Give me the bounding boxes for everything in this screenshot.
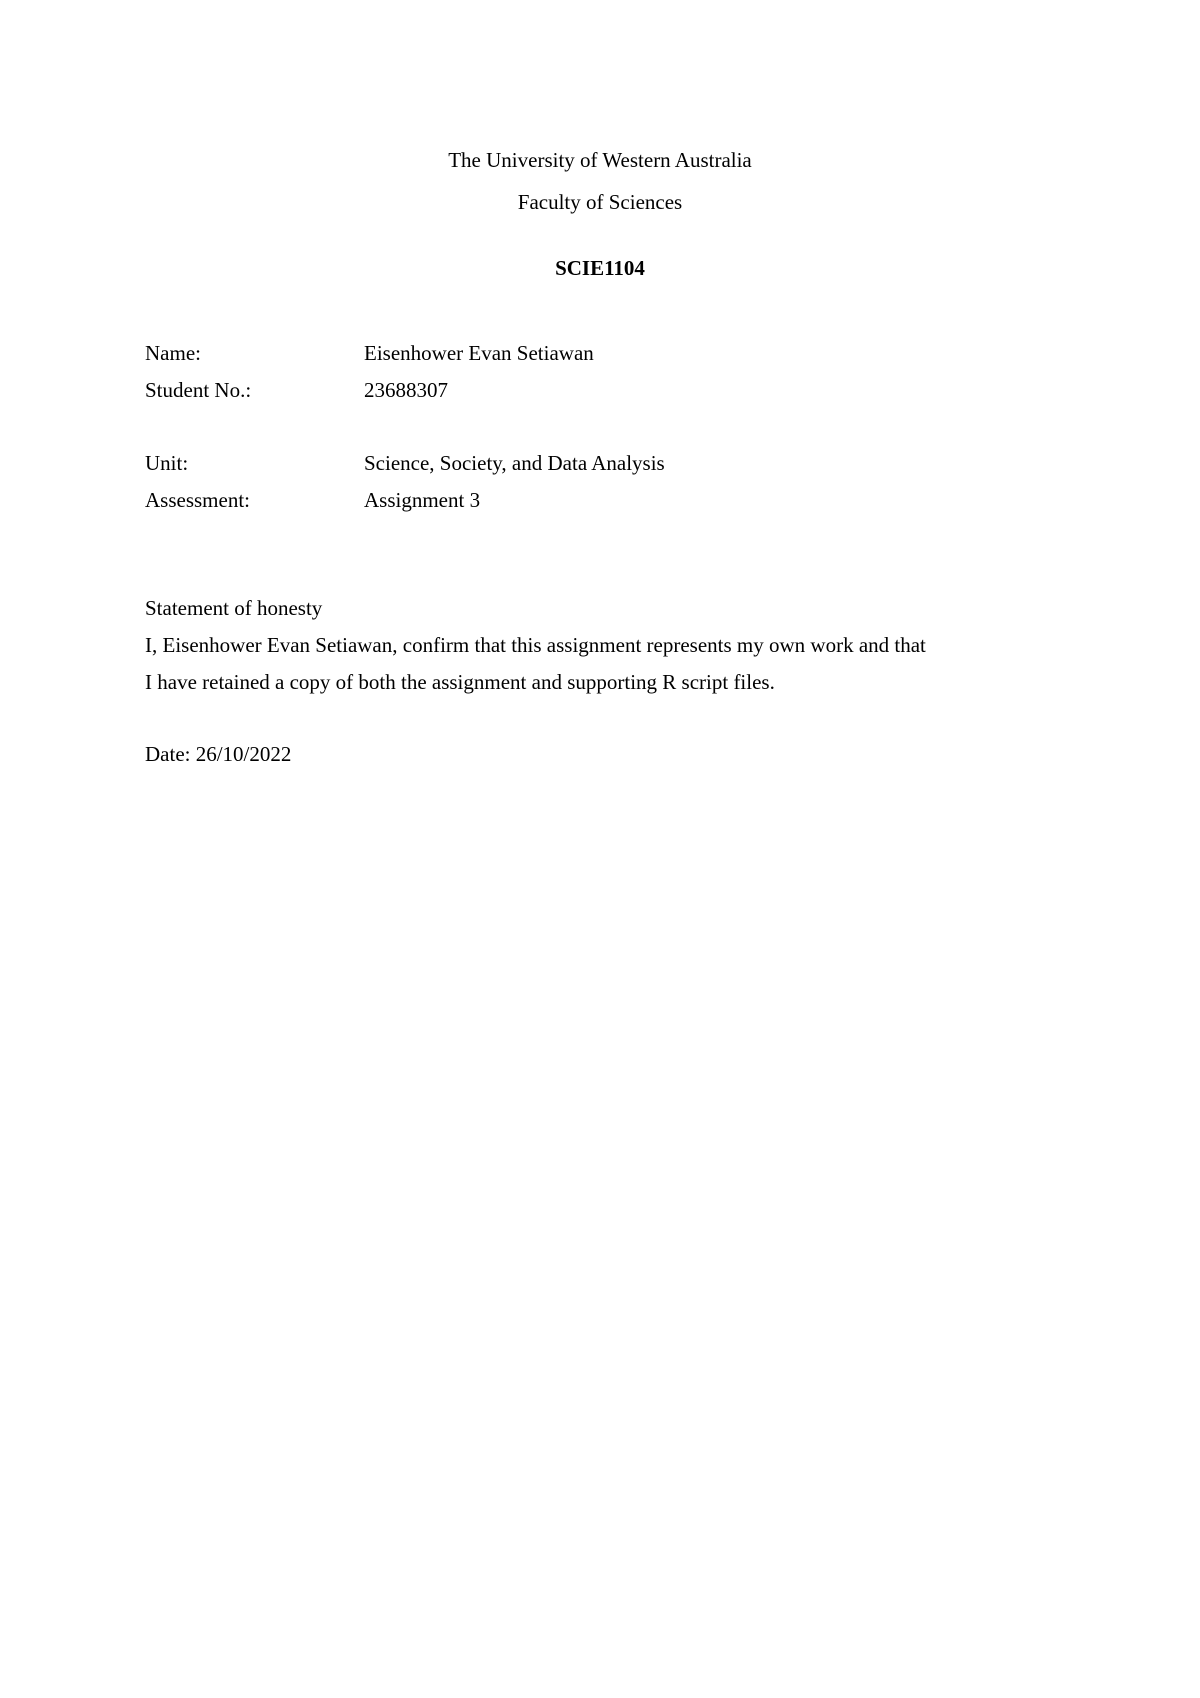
assessment-label: Assessment: (145, 488, 250, 512)
statement-heading: Statement of honesty (145, 596, 323, 620)
unit-value: Science, Society, and Data Analysis (364, 451, 665, 475)
name-label: Name: (145, 341, 201, 365)
unit-code: SCIE1104 (555, 256, 645, 280)
student-number-value: 23688307 (364, 378, 448, 402)
assessment-value: Assignment 3 (364, 488, 481, 512)
statement-line-2: I have retained a copy of both the assignment and supporting R script files. (145, 670, 775, 694)
university-name: The University of Western Australia (448, 148, 752, 172)
name-value: Eisenhower Evan Setiawan (364, 341, 594, 365)
date-line: Date: 26/10/2022 (145, 742, 292, 766)
student-number-label: Student No.: (145, 378, 252, 402)
statement-line-1: I, Eisenhower Evan Setiawan, confirm that this assignment represents my own work and that (145, 633, 926, 657)
unit-label: Unit: (145, 451, 189, 475)
faculty-name: Faculty of Sciences (517, 190, 683, 214)
